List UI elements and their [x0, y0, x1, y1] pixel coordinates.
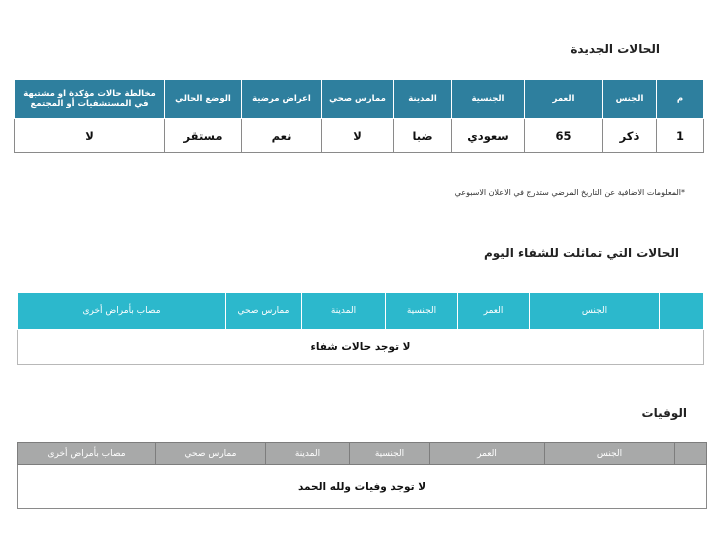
- deaths-title: الوفيات: [641, 406, 687, 420]
- col-gender: الجنس: [545, 443, 675, 465]
- empty-message: لا توجد حالات شفاء: [18, 330, 704, 365]
- cell-health-worker: لا: [322, 119, 394, 153]
- col-nationality: الجنسية: [350, 443, 430, 465]
- cell-gender: ذكر: [603, 119, 657, 153]
- col-city: المدينة: [394, 80, 452, 119]
- cell-contact: لا: [15, 119, 165, 153]
- col-city: المدينة: [266, 443, 350, 465]
- col-gender: الجنس: [530, 293, 660, 330]
- col-num: [675, 443, 707, 465]
- header-row: [15, 80, 704, 119]
- deaths-table: [17, 442, 707, 509]
- col-age: العمر: [525, 80, 603, 119]
- col-gender: الجنس: [603, 80, 657, 119]
- col-contact: [15, 80, 165, 119]
- cell-num: 1: [657, 119, 704, 153]
- cell-status: مستقر: [165, 119, 242, 153]
- col-symptoms: اعراض مرضية: [242, 80, 322, 119]
- col-city: المدينة: [302, 293, 386, 330]
- col-status: الوضع الحالي: [165, 80, 242, 119]
- col-health-worker: ممارس صحي: [322, 80, 394, 119]
- recovered-table: [17, 292, 704, 365]
- header-row: [18, 443, 707, 465]
- footnote: *المعلومات الاضافية عن التاريخ المرضي ستدرج في الاعلان الاسبوعي: [454, 188, 685, 197]
- col-contact-line1: مخالطة حالات مؤكدة او مشتبهة: [23, 89, 156, 99]
- col-num: م: [657, 80, 704, 119]
- col-comorbid: مصاب بأمراض أخرى: [18, 293, 226, 330]
- col-num: [660, 293, 704, 330]
- table-row: [15, 119, 704, 153]
- cell-nationality: سعودي: [452, 119, 525, 153]
- header-row: [18, 293, 704, 330]
- col-contact-line2: في المستشفيات أو المجتمع: [30, 99, 149, 109]
- table-row: [18, 465, 707, 509]
- col-age: العمر: [430, 443, 545, 465]
- empty-message: لا توجد وفيات ولله الحمد: [18, 465, 707, 509]
- recovered-title: الحالات التي تماثلت للشفاء اليوم: [483, 246, 679, 260]
- cell-city: ضبا: [394, 119, 452, 153]
- col-nationality: الجنسية: [386, 293, 458, 330]
- col-nationality: الجنسية: [452, 80, 525, 119]
- col-comorbid: مصاب بأمراض أخرى: [18, 443, 156, 465]
- new-cases-table: [14, 79, 704, 153]
- table-row: [18, 330, 704, 365]
- new-cases-title: الحالات الجديدة: [570, 42, 660, 56]
- col-health-worker: ممارس صحي: [226, 293, 302, 330]
- cell-symptoms: نعم: [242, 119, 322, 153]
- cell-age: 65: [525, 119, 603, 153]
- col-health-worker: ممارس صحي: [156, 443, 266, 465]
- col-age: العمر: [458, 293, 530, 330]
